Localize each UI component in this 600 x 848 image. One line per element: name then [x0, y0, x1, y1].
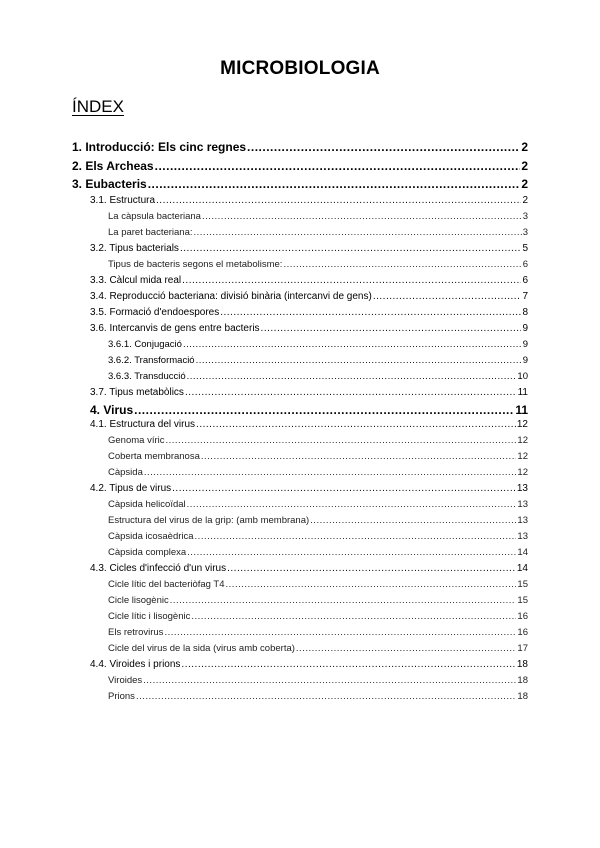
toc-leader-dots	[144, 467, 517, 478]
toc-entry-page: 13	[517, 515, 528, 526]
toc-leader-dots	[196, 355, 522, 366]
toc-entry-label: 3. Eubacteris	[72, 177, 147, 191]
toc-leader-dots	[170, 595, 517, 606]
toc-entry-page: 11	[517, 387, 528, 398]
toc-leader-dots	[148, 177, 521, 191]
toc-entry-label: La paret bacteriana:	[108, 227, 193, 238]
toc-entry-page: 13	[516, 483, 528, 494]
toc-leader-dots	[191, 611, 516, 622]
toc-leader-dots	[134, 403, 514, 417]
toc-leader-dots	[226, 579, 517, 590]
toc-entry[interactable]	[108, 691, 528, 702]
toc-entry[interactable]	[108, 435, 528, 446]
toc-leader-dots	[180, 243, 522, 254]
toc-entry[interactable]	[108, 675, 528, 686]
toc-entry-page: 8	[522, 307, 528, 318]
toc-entry-page: 6	[522, 275, 528, 286]
toc-leader-dots	[195, 531, 517, 542]
toc-entry-label: 3.6. Intercanvis de gens entre bacteris	[90, 323, 260, 334]
toc-leader-dots	[194, 227, 522, 238]
toc-entry-page: 9	[522, 355, 528, 366]
toc-entry[interactable]	[90, 291, 528, 302]
toc-leader-dots	[196, 419, 516, 430]
toc-entry-label: Tipus de bacteris segons el metabolisme:	[108, 259, 283, 270]
toc-leader-dots	[201, 451, 517, 462]
toc-leader-dots	[156, 195, 521, 206]
toc-entry-page: 16	[517, 627, 528, 638]
toc-leader-dots	[155, 159, 521, 173]
toc-entry-label: Càpsida complexa	[108, 547, 187, 558]
toc-entry-page: 2	[521, 159, 528, 173]
toc-entry-label: 4. Virus	[90, 403, 134, 417]
toc-entry-label: 1. Introducció: Els cinc regnes	[72, 140, 247, 154]
toc-entry[interactable]	[90, 195, 528, 206]
toc-entry-page: 15	[517, 595, 528, 606]
toc-leader-dots	[220, 307, 521, 318]
toc-entry-label: 3.1. Estructura	[90, 195, 156, 206]
toc-entry-page: 13	[517, 499, 528, 510]
toc-entry-label: 3.7. Tipus metabòlics	[90, 387, 184, 398]
toc-entry[interactable]	[108, 595, 528, 606]
toc-leader-dots	[182, 275, 521, 286]
toc-leader-dots	[143, 675, 516, 686]
toc-entry-page: 2	[522, 195, 528, 206]
toc-entry-page: 15	[517, 579, 528, 590]
toc-entry[interactable]	[108, 339, 528, 350]
toc-entry-page: 2	[521, 177, 528, 191]
toc-entry-label: Càpsida helicoïdal	[108, 499, 186, 510]
toc-entry[interactable]	[90, 323, 528, 334]
toc-entry-page: 3	[522, 211, 528, 222]
toc-leader-dots	[247, 140, 520, 154]
toc-entry[interactable]	[108, 227, 528, 238]
toc-entry[interactable]	[108, 515, 528, 526]
toc-leader-dots	[202, 211, 522, 222]
toc-leader-dots	[187, 371, 517, 382]
toc-entry[interactable]	[90, 243, 528, 254]
toc-entry[interactable]	[90, 659, 528, 670]
toc-entry-label: 4.1. Estructura del virus	[90, 419, 196, 430]
toc-entry-label: Coberta membranosa	[108, 451, 200, 462]
toc-entry[interactable]	[108, 211, 528, 222]
toc-entry-label: Cicle lític i lisogènic	[108, 611, 191, 622]
toc-entry[interactable]	[108, 467, 528, 478]
toc-entry-label: 3.3. Càlcul mida real	[90, 275, 182, 286]
toc-leader-dots	[164, 627, 516, 638]
toc-entry-label: 2. Els Archeas	[72, 159, 154, 173]
toc-leader-dots	[310, 515, 516, 526]
document-title: MICROBIOLOGIA	[220, 58, 380, 79]
toc-entry-page: 7	[522, 291, 528, 302]
toc-entry[interactable]	[90, 419, 528, 430]
toc-leader-dots	[283, 259, 521, 270]
toc-entry[interactable]	[108, 259, 528, 270]
toc-entry-label: 3.2. Tipus bacterials	[90, 243, 179, 254]
toc-entry-page: 3	[522, 227, 528, 238]
toc-entry-label: 3.6.2. Transformació	[108, 355, 195, 366]
toc-entry[interactable]	[108, 355, 528, 366]
toc-entry[interactable]	[72, 159, 528, 173]
toc-leader-dots	[261, 323, 522, 334]
toc-entry-page: 14	[517, 547, 528, 558]
toc-entry[interactable]	[108, 451, 528, 462]
toc-entry[interactable]	[90, 563, 528, 574]
toc-entry-label: 3.4. Reproducció bacteriana: divisió binària (intercanvi de gens)	[90, 291, 372, 302]
toc-leader-dots	[187, 547, 516, 558]
toc-leader-dots	[296, 643, 517, 654]
toc-entry-label: 4.3. Cicles d'infecció d'un virus	[90, 563, 227, 574]
toc-entry-page: 12	[517, 451, 528, 462]
toc-entry[interactable]	[90, 275, 528, 286]
toc-entry[interactable]	[108, 531, 528, 542]
toc-entry[interactable]	[108, 643, 528, 654]
index-heading: ÍNDEX	[72, 97, 124, 116]
toc-entry[interactable]	[90, 403, 528, 417]
toc-leader-dots	[373, 291, 522, 302]
toc-leader-dots	[183, 339, 522, 350]
toc-entry-page: 5	[522, 243, 528, 254]
toc-entry-page: 18	[517, 691, 528, 702]
toc-leader-dots	[172, 483, 516, 494]
toc-entry-page: 17	[517, 643, 528, 654]
toc-entry-label: Genoma víric	[108, 435, 165, 446]
toc-entry[interactable]	[108, 611, 528, 622]
toc-entry-label: 4.4. Viroides i prions	[90, 659, 181, 670]
toc-entry-label: Cicle del virus de la sida (virus amb coberta)	[108, 643, 295, 654]
toc-entry[interactable]	[72, 177, 528, 191]
toc-entry[interactable]	[72, 140, 528, 154]
toc-entry-page: 12	[516, 419, 528, 430]
toc-entry[interactable]	[108, 547, 528, 558]
toc-leader-dots	[181, 659, 515, 670]
toc-entry-label: Prions	[108, 691, 135, 702]
toc-entry-page: 2	[521, 140, 528, 154]
toc-leader-dots	[187, 499, 517, 510]
toc-entry-page: 10	[517, 371, 528, 382]
toc-entry-page: 18	[516, 659, 528, 670]
toc-entry-label: 4.2. Tipus de virus	[90, 483, 172, 494]
toc-entry-label: Els retrovirus	[108, 627, 164, 638]
toc-entry[interactable]	[108, 627, 528, 638]
toc-entry-label: Viroides	[108, 675, 143, 686]
toc-entry[interactable]	[108, 579, 528, 590]
toc-entry[interactable]	[90, 307, 528, 318]
toc-leader-dots	[136, 691, 516, 702]
toc-entry-label: 3.6.3. Transducció	[108, 371, 186, 382]
toc-leader-dots	[227, 563, 516, 574]
toc-entry-label: Estructura del virus de la grip: (amb membrana)	[108, 515, 310, 526]
toc-entry-label: 3.5. Formació d'endoespores	[90, 307, 220, 318]
toc-entry[interactable]	[90, 483, 528, 494]
toc-entry-page: 12	[517, 467, 528, 478]
toc-entry-label: Càpsida icosaèdrica	[108, 531, 194, 542]
toc-entry-label: 3.6.1. Conjugació	[108, 339, 182, 350]
toc-entry[interactable]	[108, 499, 528, 510]
toc-entry-page: 11	[515, 403, 528, 417]
toc-entry-page: 13	[517, 531, 528, 542]
toc-entry-label: Cicle lisogènic	[108, 595, 169, 606]
toc-entry-page: 6	[522, 259, 528, 270]
toc-entry-label: La càpsula bacteriana	[108, 211, 201, 222]
toc-leader-dots	[166, 435, 517, 446]
toc-entry-page: 16	[517, 611, 528, 622]
toc-entry[interactable]	[108, 371, 528, 382]
toc-entry-page: 12	[517, 435, 528, 446]
toc-entry-page: 18	[517, 675, 528, 686]
toc-entry[interactable]	[90, 387, 528, 398]
toc-entry-page: 9	[522, 339, 528, 350]
toc-leader-dots	[185, 387, 517, 398]
toc-entry-label: Càpsida	[108, 467, 143, 478]
toc-entry-page: 9	[522, 323, 528, 334]
toc-entry-page: 14	[516, 563, 528, 574]
toc-entry-label: Cicle lític del bacteriòfag T4	[108, 579, 225, 590]
